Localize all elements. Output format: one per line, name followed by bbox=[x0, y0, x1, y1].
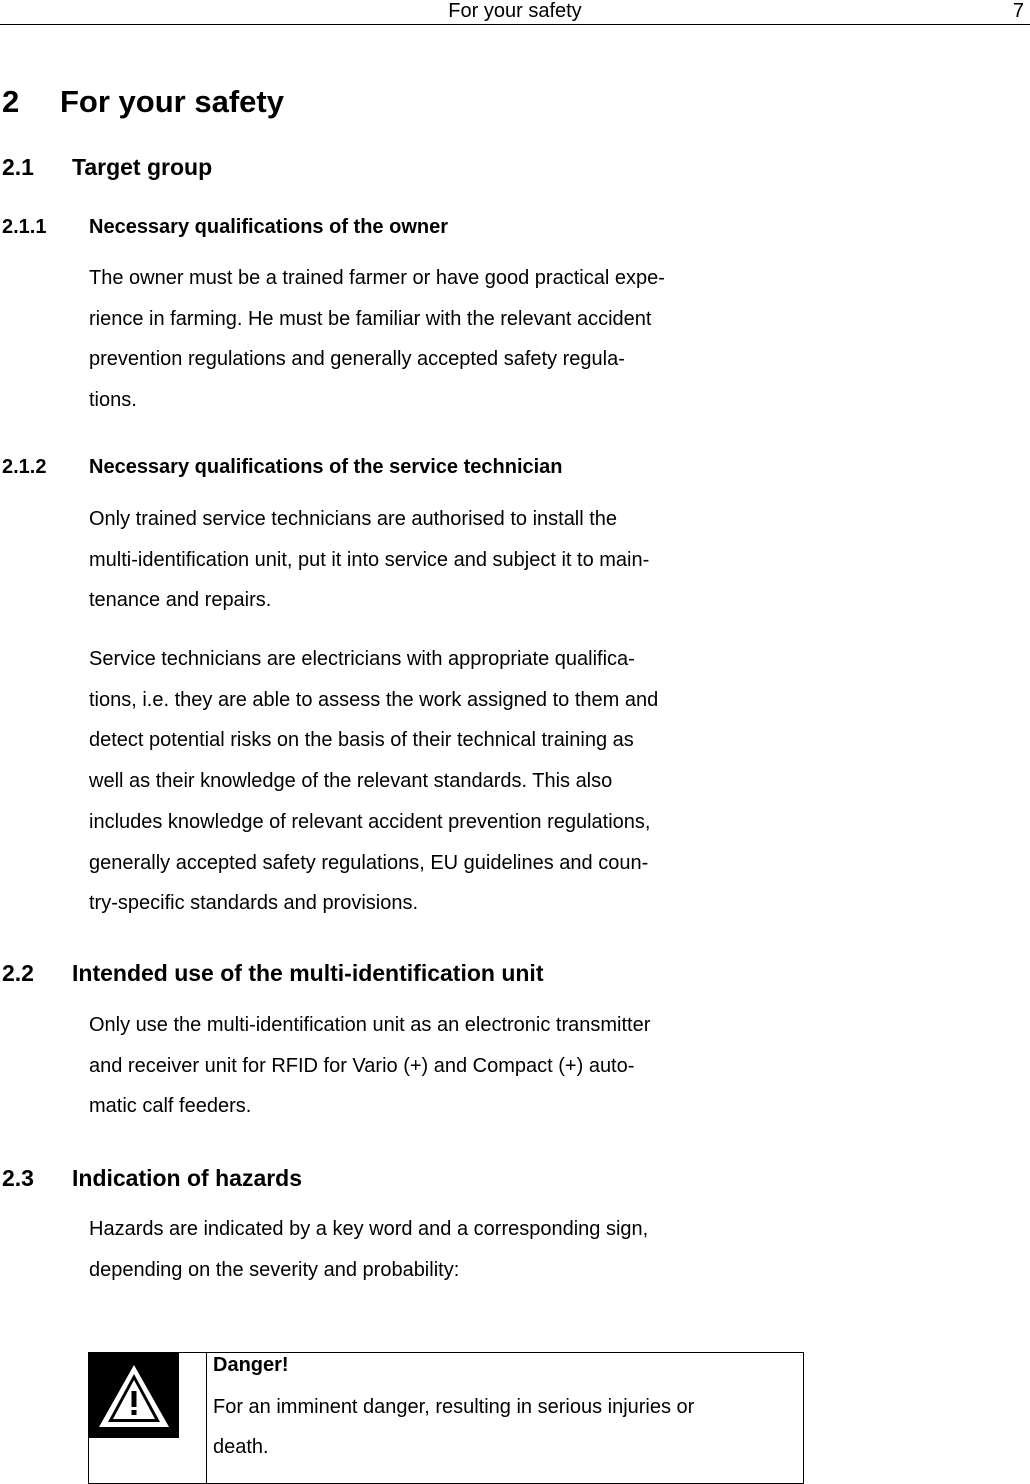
text-line: Only use the multi-identification unit as an electronic transmitter bbox=[89, 1014, 651, 1036]
section-title: Necessary qualifications of the owner bbox=[89, 216, 448, 238]
text-line: Only trained service technicians are authorised to install the bbox=[89, 508, 618, 530]
section-title: Necessary qualifications of the service technician bbox=[89, 456, 563, 478]
text-line: tenance and repairs. bbox=[89, 589, 272, 612]
section-number: 2.1 bbox=[2, 154, 34, 180]
chapter-number: 2 bbox=[2, 84, 20, 119]
section-number: 2.1.2 bbox=[2, 456, 47, 478]
text-line: includes knowledge of relevant accident prevention regulations, bbox=[89, 810, 651, 833]
text-line: try-specific standards and provisions. bbox=[89, 892, 419, 915]
text-line: well as their knowledge of the relevant standards. This also bbox=[89, 770, 613, 793]
hazard-description bbox=[213, 1387, 694, 1467]
text-line: and receiver unit for RFID for Vario (+) and Compact (+) auto- bbox=[89, 1054, 635, 1077]
page-header bbox=[0, 0, 1030, 25]
chapter-title: For your safety bbox=[60, 84, 284, 119]
text-line: multi-identification unit, put it into service and subject it to main- bbox=[89, 548, 650, 571]
hazard-icon-cell bbox=[89, 1353, 207, 1483]
text-line: rience in farming. He must be familiar with the relevant accident bbox=[89, 307, 652, 330]
text-line: For an imminent danger, resulting in serious injuries or bbox=[213, 1396, 695, 1418]
section-title: Intended use of the multi-identification unit bbox=[72, 960, 544, 986]
section-number: 2.3 bbox=[2, 1165, 34, 1191]
technician-paragraph-1 bbox=[89, 499, 749, 621]
technician-paragraph-2 bbox=[89, 639, 749, 924]
page-number: 7 bbox=[1012, 0, 1024, 22]
hazard-key-word: Danger! bbox=[213, 1354, 289, 1376]
text-line: detect potential risks on the basis of their technical training as bbox=[89, 729, 634, 752]
text-line: death. bbox=[213, 1436, 269, 1458]
text-line: generally accepted safety regulations, EU guidelines and coun- bbox=[89, 851, 649, 874]
text-line: tions. bbox=[89, 389, 137, 412]
header-title: For your safety bbox=[448, 0, 582, 22]
section-title: Indication of hazards bbox=[72, 1165, 303, 1191]
hazards-paragraph bbox=[89, 1209, 749, 1290]
text-line: prevention regulations and generally accepted safety regula- bbox=[89, 348, 625, 371]
intended-use-paragraph bbox=[89, 1005, 749, 1127]
section-title: Target group bbox=[72, 154, 213, 180]
section-number: 2.1.1 bbox=[2, 216, 47, 238]
owner-qualification-paragraph bbox=[89, 258, 749, 421]
text-line: tions, i.e. they are able to assess the work assigned to them and bbox=[89, 688, 659, 711]
hazard-table bbox=[88, 1352, 804, 1484]
text-line: The owner must be a trained farmer or have good practical expe- bbox=[89, 267, 665, 289]
text-line: Service technicians are electricians with appropriate qualifica- bbox=[89, 648, 635, 670]
text-line: matic calf feeders. bbox=[89, 1095, 252, 1118]
section-number: 2.2 bbox=[2, 960, 34, 986]
text-line: depending on the severity and probability: bbox=[89, 1258, 460, 1281]
text-line: Hazards are indicated by a key word and a corresponding sign, bbox=[89, 1218, 649, 1240]
warning-triangle-icon bbox=[89, 1353, 179, 1438]
